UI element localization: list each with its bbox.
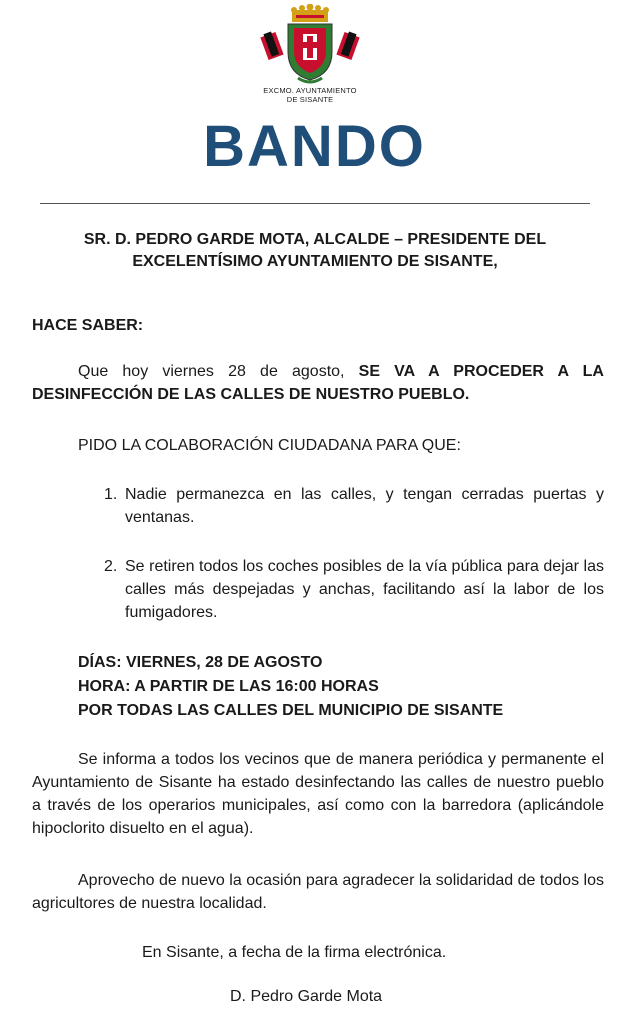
intro-bold-text: SE VA A PROCEDER A LA DESINFECCIÓN DE LAS CALLES DE NUESTRO PUEBLO.: [32, 363, 604, 403]
mayor-heading-line2: EXCELENTÍSIMO AYUNTAMIENTO DE SISANTE,: [132, 253, 498, 270]
intro-plain-text: Que hoy viernes 28 de agosto,: [78, 363, 359, 380]
mayor-heading-line1: SR. D. PEDRO GARDE MOTA, ALCALDE – PRESIDENTE DEL: [83, 231, 547, 248]
list-item-1-number: 1.: [104, 486, 118, 503]
hace-saber-label: HACE SABER:: [32, 317, 144, 334]
council-name-line2: DE SISANTE: [286, 95, 334, 104]
council-name: [200, 86, 420, 104]
details-time: HORA: A PARTIR DE LAS 16:00 HORAS: [78, 678, 379, 695]
signature-name: D. Pedro Garde Mota: [230, 988, 383, 1005]
page-title: BANDO: [203, 114, 426, 179]
place-date-line: En Sisante, a fecha de la firma electrónica.: [142, 944, 447, 961]
list-item-2-number: 2.: [104, 558, 118, 575]
mayor-heading: [30, 229, 600, 273]
details-location: POR TODAS LAS CALLES DEL MUNICIPIO DE SISANTE: [78, 702, 504, 719]
intro-paragraph: [32, 360, 604, 406]
info-paragraph: Se informa a todos los vecinos que de manera periódica y permanente el Ayuntamiento de Sisante ha estado desinfectando las calles de nuestro pueblo a través de los operarios municipales, así como con la barredora (aplicándole hipoclorito disuelto en el agua).: [32, 751, 604, 837]
list-item-1-text: Nadie permanezca en las calles, y tengan cerradas puertas y ventanas.: [125, 486, 604, 526]
council-name-line1: EXCMO. AYUNTAMIENTO: [263, 86, 357, 95]
request-line: PIDO LA COLABORACIÓN CIUDADANA PARA QUE:: [78, 437, 461, 454]
thanks-paragraph: Aprovecho de nuevo la ocasión para agradecer la solidaridad de todos los agricultores de nuestra localidad.: [32, 872, 604, 912]
list-item-2-text: Se retiren todos los coches posibles de la vía pública para dejar las calles más despejadas y anchas, facilitando así la labor de los fumigadores.: [125, 558, 604, 621]
header-divider: [40, 203, 590, 204]
details-days: DÍAS: VIERNES, 28 DE AGOSTO: [78, 654, 323, 671]
council-crest-icon: [258, 4, 362, 86]
